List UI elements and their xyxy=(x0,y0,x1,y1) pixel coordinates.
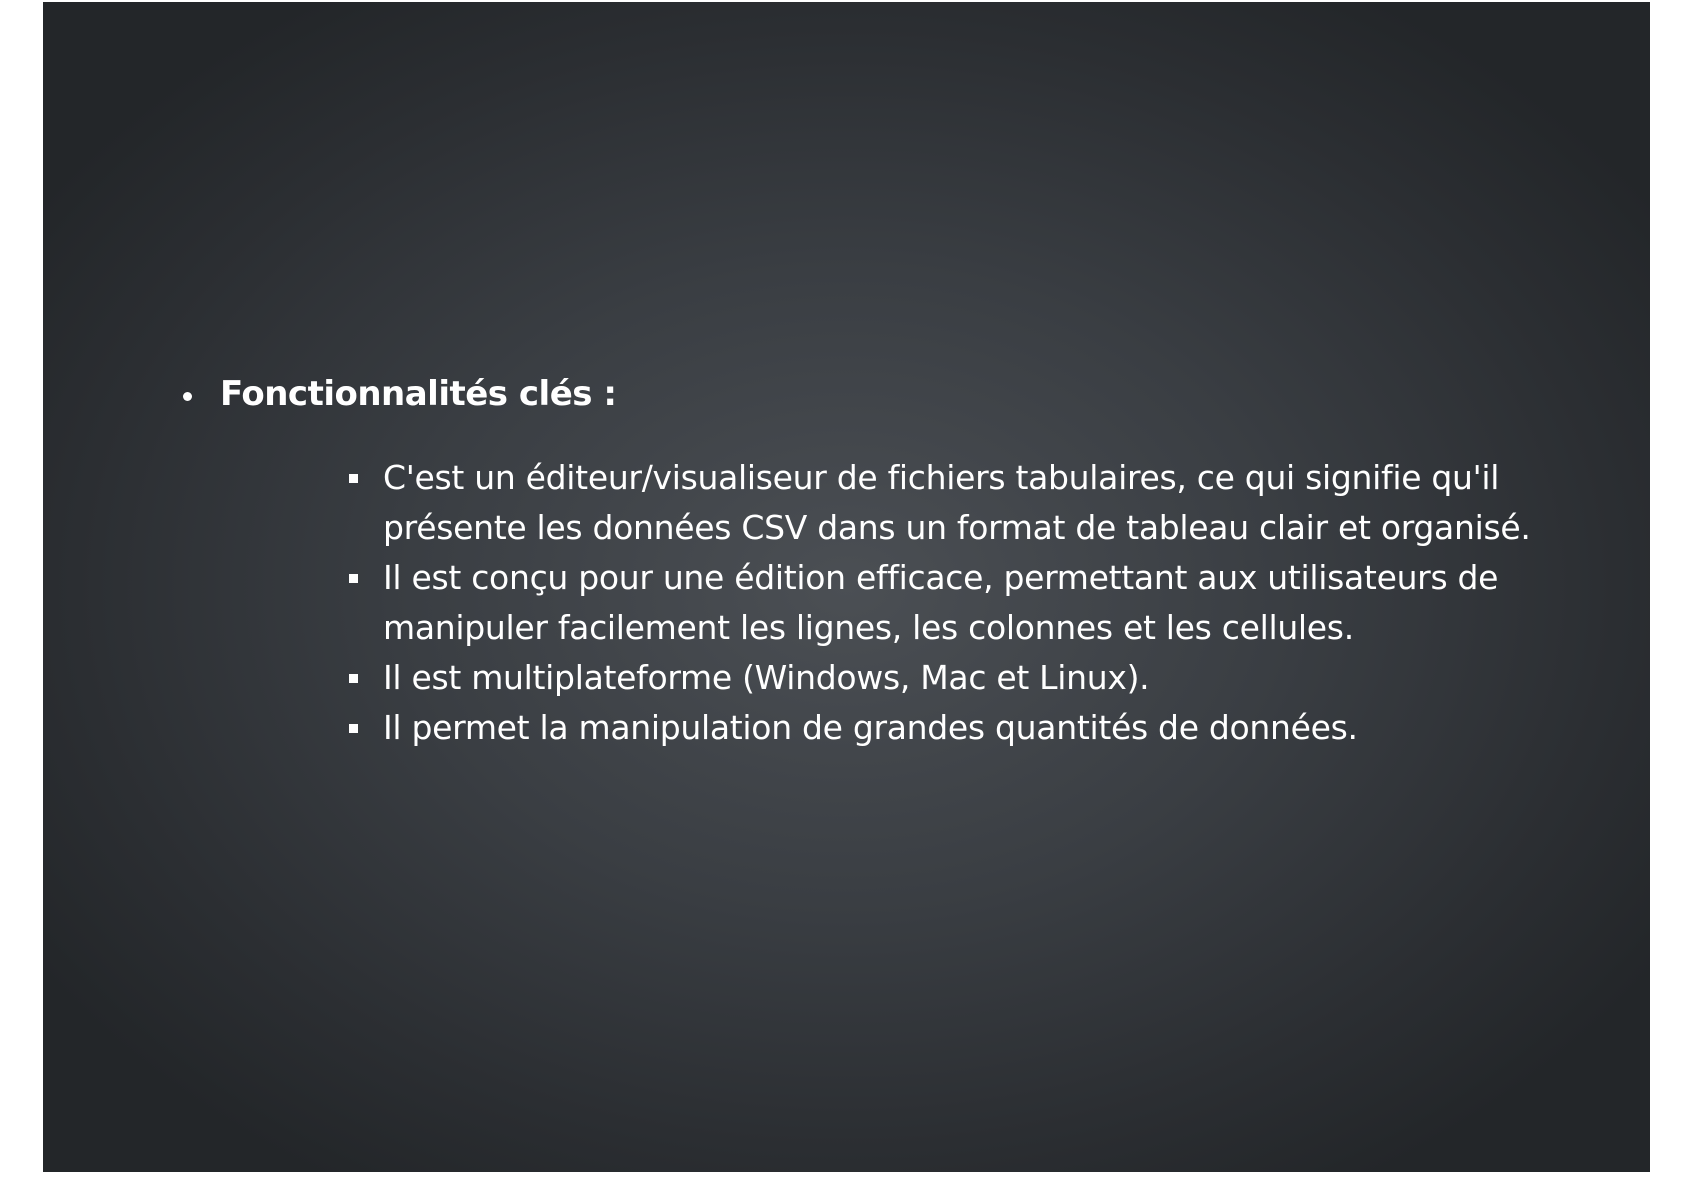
sub-bullet-text: C'est un éditeur/visualiseur de fichiers tabulaires, ce qui signifie qu'il présente les données CSV dans un format de tableau clair et organisé. xyxy=(383,457,1531,547)
sub-bullet-item xyxy=(349,553,1639,653)
square-bullet-icon xyxy=(349,574,358,583)
sub-bullet-text: Il est conçu pour une édition efficace, permettant aux utilisateurs de manipuler facilement les lignes, les colonnes et les cellules. xyxy=(383,557,1499,647)
square-bullet-icon xyxy=(349,674,358,683)
sub-bullet-item xyxy=(349,653,1639,703)
bullet-item-heading xyxy=(138,374,1618,415)
square-bullet-icon xyxy=(349,724,358,733)
bullet-heading-text: Fonctionnalités clés : xyxy=(220,374,617,414)
slide xyxy=(43,2,1650,1172)
sub-bullet-text: Il est multiplateforme (Windows, Mac et Linux). xyxy=(383,657,1150,697)
slide-content xyxy=(138,374,1618,753)
sub-bullet-item xyxy=(349,453,1639,553)
sub-bullet-text: Il permet la manipulation de grandes quantités de données. xyxy=(383,707,1358,747)
square-bullet-icon xyxy=(349,474,358,483)
sub-bullet-item xyxy=(349,703,1639,753)
round-bullet-icon xyxy=(183,392,192,401)
sub-bullet-list xyxy=(138,453,1639,753)
